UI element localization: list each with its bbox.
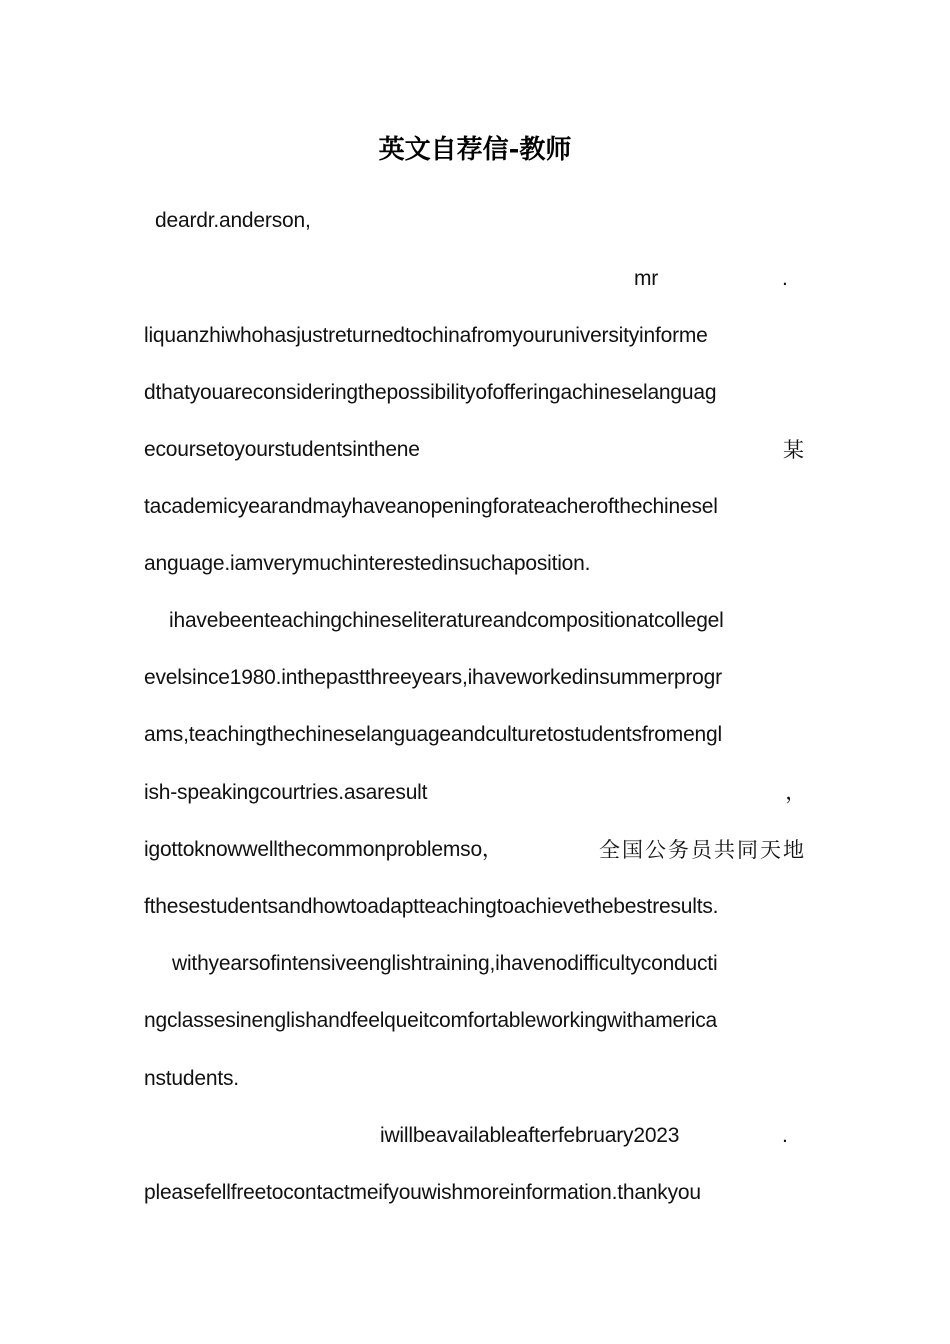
- text-segment-period: .: [782, 267, 788, 290]
- text-line-5: [144, 432, 806, 468]
- text-line-9: [144, 660, 806, 696]
- text-line-10: [144, 717, 806, 753]
- text-line-7: [144, 546, 806, 582]
- salutation-text: deardr.anderson,: [155, 209, 311, 232]
- text-line-10-text: ams,teachingthechineselanguageandculturetostudentsfromengl: [144, 723, 722, 746]
- text-line-17: [144, 1118, 806, 1154]
- text-line-13-text: fthesestudentsandhowtoadaptteachingtoachievethebestresults.: [144, 895, 719, 918]
- text-line-18-text: pleasefellfreetocontactmeifyouwishmoreinformation.thankyou: [144, 1181, 701, 1204]
- text-line-16: [144, 1061, 806, 1097]
- text-line-5-right: 某: [783, 438, 806, 462]
- text-line-12-right: 全国公务员共同天地: [599, 838, 806, 862]
- text-line-2: [144, 261, 806, 297]
- text-line-17-left: iwillbeavailableafterfebruary2023: [380, 1124, 680, 1147]
- text-line-3: [144, 318, 806, 354]
- text-line-7-text: anguage.iamverymuchinterestedinsuchaposition.: [144, 552, 591, 575]
- text-line-16-text: nstudents.: [144, 1067, 239, 1090]
- text-line-5-left: ecoursetoyourstudentsinthene: [144, 438, 420, 461]
- text-line-13: [144, 889, 806, 925]
- text-line-15-text: ngclassesinenglishandfeelqueitcomfortableworkingwithamerica: [144, 1009, 718, 1032]
- text-line-8-text: ihavebeenteachingchineseliteratureandcompositionatcollegel: [169, 609, 724, 632]
- text-line-3-text: liquanzhiwhohasjustreturnedtochinafromyouruniversityinforme: [144, 324, 708, 347]
- text-line-4: [144, 375, 806, 411]
- page-title: 英文自荐信-教师: [378, 135, 572, 165]
- text-line-12-left: igottoknowwellthecommonproblemso，: [144, 838, 503, 861]
- text-line-11-right: ，: [785, 781, 806, 804]
- text-segment-mr: mr: [634, 267, 659, 290]
- text-line-14-text: withyearsofintensiveenglishtraining,ihavenodifficultyconducti: [172, 952, 718, 975]
- salutation-line: [155, 203, 817, 239]
- text-line-18: [144, 1175, 806, 1211]
- text-line-6-text: tacademicyearandmayhaveanopeningforateacherofthechinesel: [144, 495, 718, 518]
- text-line-8: [169, 603, 809, 639]
- text-line-6: [144, 489, 806, 525]
- text-line-11: [144, 775, 806, 811]
- text-line-4-text: dthatyouareconsideringthepossibilityofofferingachineselanguag: [144, 381, 717, 404]
- text-line-15: [144, 1003, 806, 1039]
- text-line-9-text: evelsince1980.inthepastthreeyears,ihaveworkedinsummerprogr: [144, 666, 722, 689]
- text-line-12: [144, 832, 806, 868]
- text-line-14: [172, 946, 808, 982]
- text-line-11-left: ish-speakingcourtries.asaresult: [144, 781, 428, 804]
- text-line-17-right: .: [782, 1124, 788, 1147]
